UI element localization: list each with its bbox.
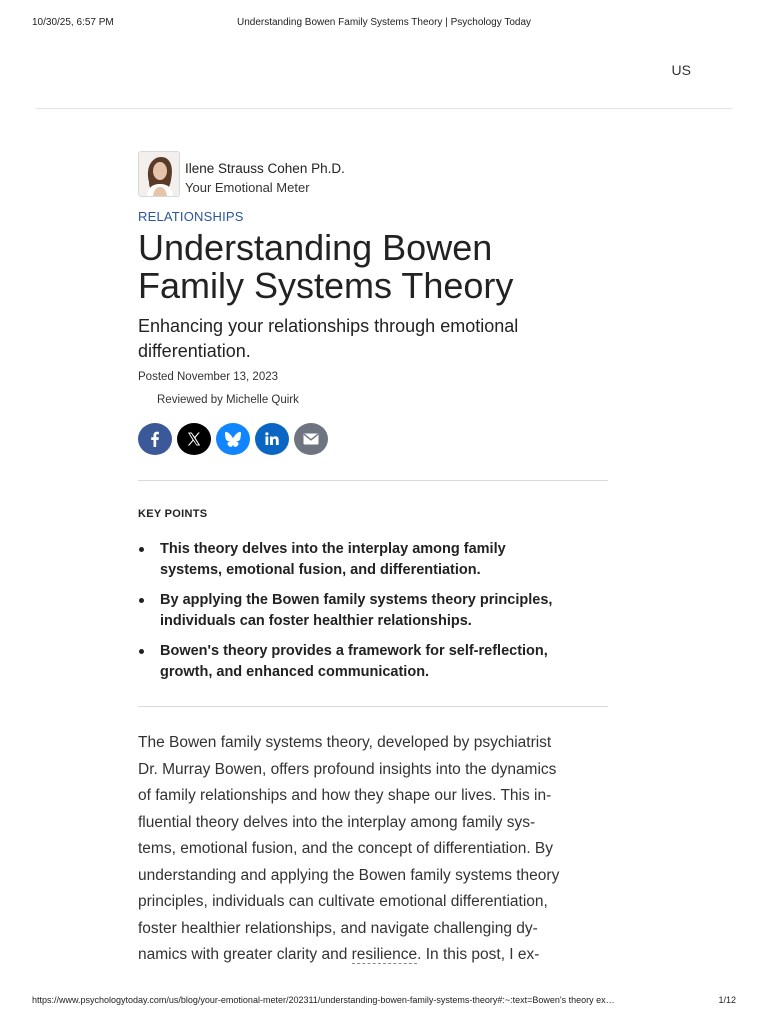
email-icon	[303, 433, 319, 445]
body-line: of family relationships and how they shape our lives. This in-	[138, 787, 552, 804]
body-text-segment: . In this post, I ex-	[417, 946, 540, 963]
key-point-item	[138, 590, 608, 631]
divider	[138, 706, 608, 707]
key-point-item	[138, 539, 608, 580]
author-avatar[interactable]	[138, 151, 180, 197]
subtitle-line: Enhancing your relationships through emotional	[138, 316, 519, 336]
print-page-number: 1/12	[718, 995, 736, 1005]
share-linkedin-button[interactable]	[255, 423, 289, 455]
body-line: The Bowen family systems theory, developed by psychiatrist	[138, 734, 552, 751]
body-line: tems, emotional fusion, and the concept of differentiation. By	[138, 840, 554, 857]
facebook-icon	[147, 431, 163, 447]
author-photo-icon	[139, 152, 179, 196]
key-point-item	[138, 641, 608, 682]
key-point-line: Bowen's theory provides a framework for self-reflection,	[160, 643, 548, 659]
article-title-line: Family Systems Theory	[138, 265, 514, 306]
author-name[interactable]: Ilene Strauss Cohen Ph.D.	[185, 161, 345, 176]
body-line: principles, individuals can cultivate emotional differentiation,	[138, 893, 548, 910]
share-email-button[interactable]	[294, 423, 328, 455]
key-point-line: This theory delves into the interplay among family	[160, 541, 506, 557]
resilience-link[interactable]: resilience	[351, 946, 418, 963]
key-points-heading: KEY POINTS	[138, 508, 208, 520]
x-icon	[186, 431, 202, 447]
body-line: Dr. Murray Bowen, offers profound insights into the dynamics	[138, 760, 557, 778]
key-point-line: systems, emotional fusion, and differentiation.	[160, 561, 481, 578]
region-selector[interactable]: US	[671, 62, 691, 78]
article-body	[138, 730, 608, 969]
key-point-line: growth, and enhanced communication.	[160, 663, 430, 680]
share-facebook-button[interactable]	[138, 423, 172, 455]
key-point-line: By applying the Bowen family systems theory principles,	[160, 592, 553, 608]
body-line: fluential theory delves into the interplay among family sys-	[138, 813, 536, 831]
key-points-list	[138, 539, 608, 692]
body-text-segment: namics with greater clarity and	[138, 946, 352, 963]
article-title	[138, 229, 608, 305]
share-x-button[interactable]	[177, 423, 211, 455]
print-header	[32, 17, 736, 31]
print-datetime: 10/30/25, 6:57 PM	[32, 17, 114, 28]
key-point-line: individuals can foster healthier relationships.	[160, 612, 472, 629]
subtitle-line: differentiation.	[138, 341, 251, 361]
article-subtitle	[138, 314, 608, 364]
bluesky-icon	[224, 431, 242, 447]
share-bluesky-button[interactable]	[216, 423, 250, 455]
body-line	[138, 942, 608, 969]
posted-date: Posted November 13, 2023	[138, 371, 279, 383]
print-footer	[32, 995, 736, 1009]
print-url: https://www.psychologytoday.com/us/blog/your-emotional-meter/202311/understanding-bowen-family-systems-theory#:~:text=Bowen's theory ex…	[32, 995, 615, 1005]
linkedin-icon	[264, 431, 280, 447]
site-header	[36, 40, 732, 109]
article-title-line: Understanding Bowen	[138, 227, 493, 268]
print-page-title: Understanding Bowen Family Systems Theory | Psychology Today	[236, 17, 532, 28]
body-line: understanding and applying the Bowen family systems theory	[138, 866, 560, 884]
reviewed-by: Reviewed by Michelle Quirk	[157, 394, 299, 406]
body-line: foster healthier relationships, and navigate challenging dy-	[138, 919, 538, 937]
category-link[interactable]: RELATIONSHIPS	[138, 209, 244, 224]
blog-name[interactable]: Your Emotional Meter	[185, 180, 310, 195]
divider	[138, 480, 608, 481]
